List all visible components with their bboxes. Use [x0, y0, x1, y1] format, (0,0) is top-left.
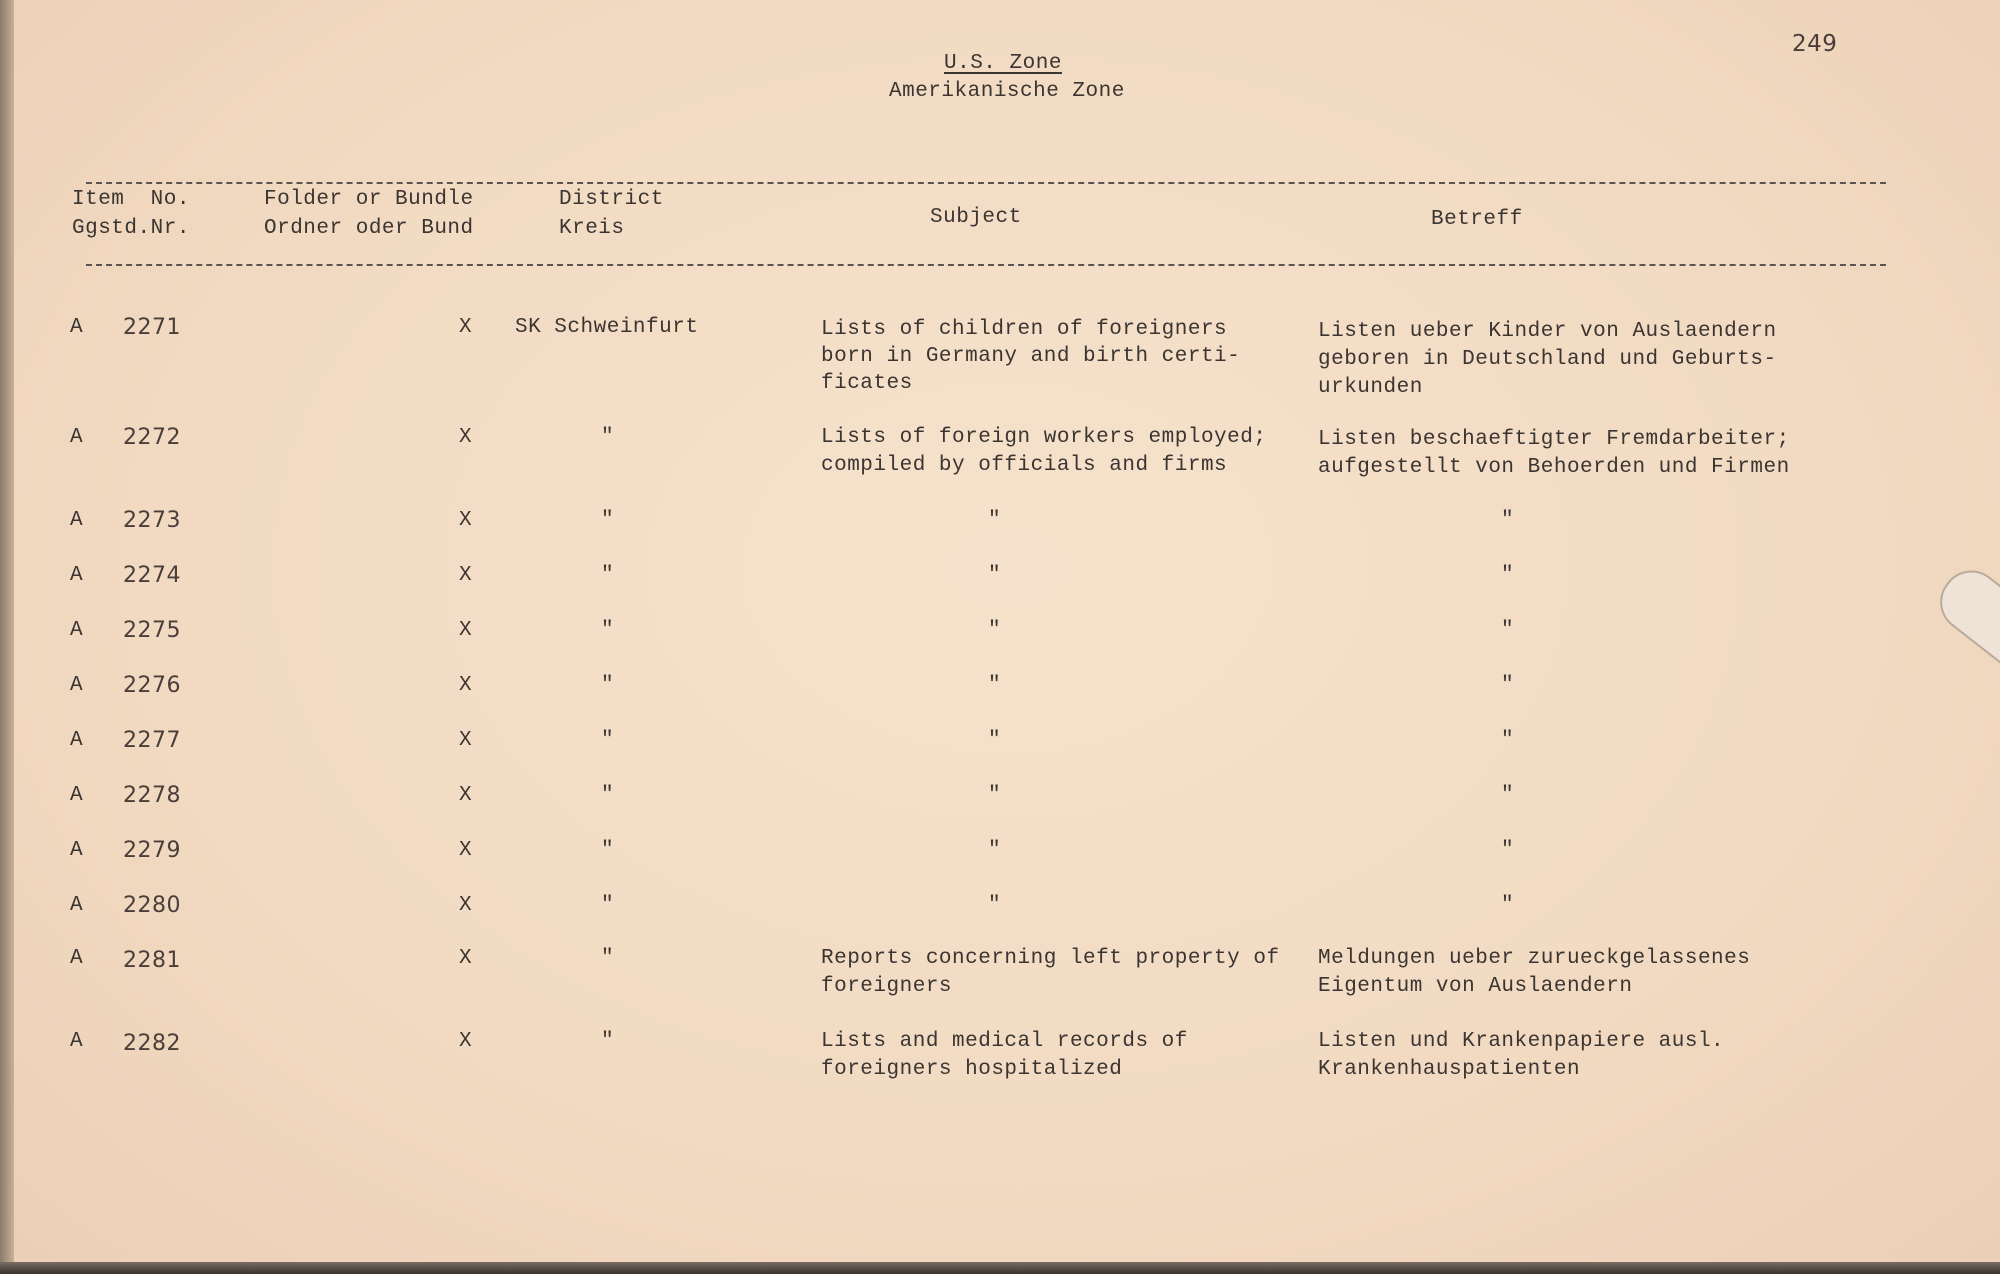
subject-line: ficates	[821, 372, 913, 395]
paper-clip	[1928, 558, 2000, 683]
betreff-ditto: "	[1501, 729, 1515, 752]
row-prefix: A	[70, 894, 84, 917]
district-ditto: "	[601, 564, 615, 587]
district-ditto: "	[601, 947, 615, 970]
folder-mark: X	[459, 729, 473, 752]
betreff-ditto: "	[1501, 619, 1515, 642]
item-number: 2277	[123, 728, 181, 753]
page-title: U.S. Zone	[944, 52, 1062, 75]
subject-ditto: "	[988, 784, 1002, 807]
row-prefix: A	[70, 947, 84, 970]
betreff-line: Listen und Krankenpapiere ausl.	[1318, 1030, 1725, 1053]
subject-line: Lists and medical records of	[821, 1030, 1188, 1053]
betreff-line: Krankenhauspatienten	[1318, 1058, 1581, 1081]
item-number: 2274	[123, 563, 181, 588]
folder-mark: X	[459, 426, 473, 449]
item-number: 2271	[123, 315, 181, 340]
district-ditto: "	[601, 1030, 615, 1053]
header-rule-bottom	[86, 264, 1886, 266]
district-ditto: "	[601, 426, 615, 449]
district-ditto: "	[601, 619, 615, 642]
betreff-line: Listen beschaeftigter Fremdarbeiter;	[1318, 428, 1790, 451]
subject-line: compiled by officials and firms	[821, 454, 1228, 477]
item-number: 2282	[123, 1031, 181, 1056]
row-prefix: A	[70, 619, 84, 642]
item-number: 2272	[123, 425, 181, 450]
item-number: 2273	[123, 508, 181, 533]
col-subject-label: Subject	[930, 206, 1022, 229]
district: SK Schweinfurt	[515, 316, 699, 339]
betreff-line: aufgestellt von Behoerden und Firmen	[1318, 456, 1790, 479]
item-number: 2279	[123, 838, 181, 863]
betreff-ditto: "	[1501, 839, 1515, 862]
district-ditto: "	[601, 839, 615, 862]
subject-line: Lists of children of foreigners	[821, 318, 1228, 341]
district-ditto: "	[601, 509, 615, 532]
district-ditto: "	[601, 674, 615, 697]
subject-ditto: "	[988, 619, 1002, 642]
item-number: 2280	[123, 893, 181, 918]
betreff-line: urkunden	[1318, 376, 1423, 399]
row-prefix: A	[70, 674, 84, 697]
col-folder-label: Folder or Bundle	[264, 188, 474, 211]
col-district-label-de: Kreis	[559, 217, 625, 240]
folder-mark: X	[459, 619, 473, 642]
betreff-ditto: "	[1501, 564, 1515, 587]
betreff-ditto: "	[1501, 674, 1515, 697]
subject-line: Reports concerning left property of	[821, 947, 1280, 970]
row-prefix: A	[70, 564, 84, 587]
folder-mark: X	[459, 509, 473, 532]
district-ditto: "	[601, 784, 615, 807]
row-prefix: A	[70, 839, 84, 862]
folder-mark: X	[459, 316, 473, 339]
item-number: 2278	[123, 783, 181, 808]
folder-mark: X	[459, 1030, 473, 1053]
betreff-line: Meldungen ueber zurueckgelassenes	[1318, 947, 1751, 970]
item-number: 2275	[123, 618, 181, 643]
page-subtitle: Amerikanische Zone	[889, 80, 1125, 103]
subject-ditto: "	[988, 839, 1002, 862]
book-binding	[0, 0, 14, 1274]
item-number: 2276	[123, 673, 181, 698]
subject-line: foreigners	[821, 975, 953, 998]
betreff-line: Listen ueber Kinder von Auslaendern	[1318, 320, 1777, 343]
row-prefix: A	[70, 426, 84, 449]
folder-mark: X	[459, 564, 473, 587]
subject-line: born in Germany and birth certi-	[821, 345, 1241, 368]
row-prefix: A	[70, 1030, 84, 1053]
folder-mark: X	[459, 784, 473, 807]
betreff-ditto: "	[1501, 509, 1515, 532]
row-prefix: A	[70, 509, 84, 532]
betreff-line: geboren in Deutschland und Geburts-	[1318, 348, 1777, 371]
row-prefix: A	[70, 784, 84, 807]
subject-ditto: "	[988, 674, 1002, 697]
subject-ditto: "	[988, 894, 1002, 917]
page-number: 249	[1792, 31, 1838, 57]
row-prefix: A	[70, 316, 84, 339]
page-bottom-edge	[0, 1262, 2000, 1274]
subject-ditto: "	[988, 564, 1002, 587]
district-ditto: "	[601, 729, 615, 752]
folder-mark: X	[459, 839, 473, 862]
subject-line: foreigners hospitalized	[821, 1058, 1123, 1081]
subject-ditto: "	[988, 729, 1002, 752]
col-item-label-de: Ggstd.Nr.	[72, 217, 190, 240]
district-ditto: "	[601, 894, 615, 917]
col-betreff-label: Betreff	[1431, 208, 1523, 231]
document-page	[14, 0, 2000, 1262]
item-number: 2281	[123, 948, 181, 973]
subject-ditto: "	[988, 509, 1002, 532]
col-folder-label-de: Ordner oder Bund	[264, 217, 474, 240]
betreff-ditto: "	[1501, 784, 1515, 807]
subject-line: Lists of foreign workers employed;	[821, 426, 1267, 449]
col-district-label: District	[559, 188, 664, 211]
row-prefix: A	[70, 729, 84, 752]
betreff-ditto: "	[1501, 894, 1515, 917]
betreff-line: Eigentum von Auslaendern	[1318, 975, 1633, 998]
header-rule-top	[86, 182, 1886, 184]
col-item-label: Item No.	[72, 188, 190, 211]
folder-mark: X	[459, 894, 473, 917]
folder-mark: X	[459, 674, 473, 697]
folder-mark: X	[459, 947, 473, 970]
